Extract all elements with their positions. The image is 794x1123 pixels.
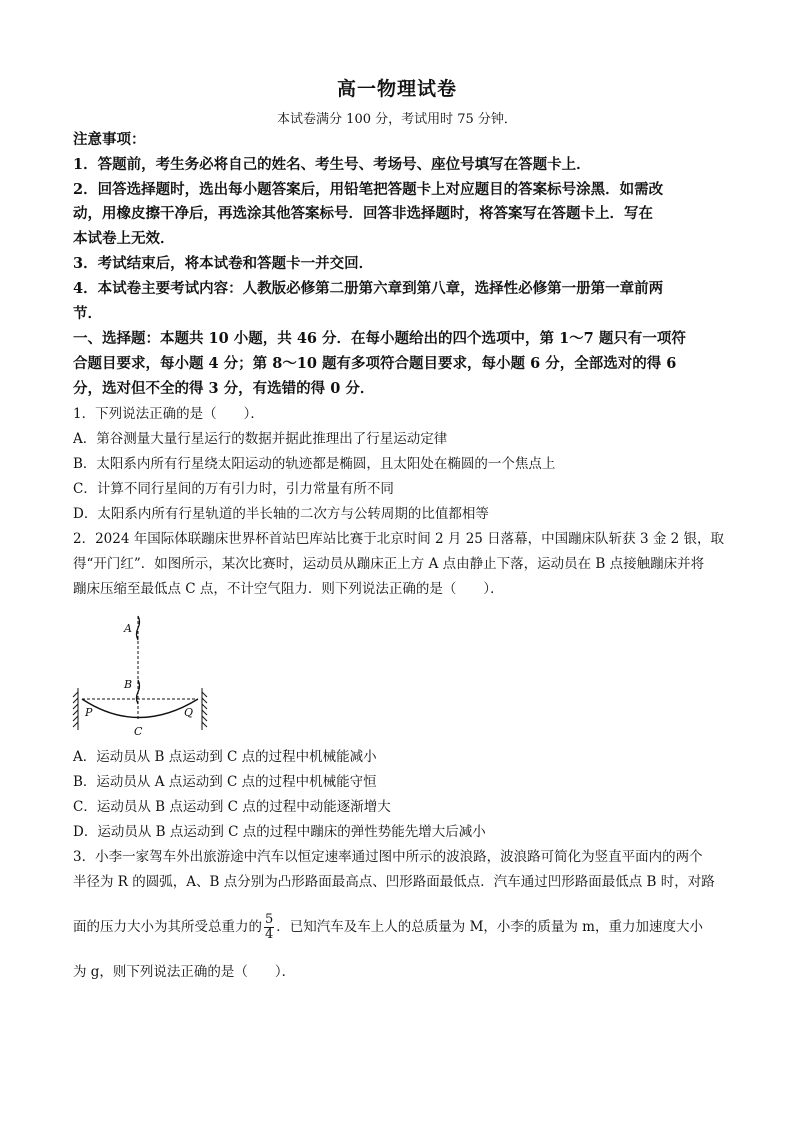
question-2-option-b: B．运动员从 A 点运动到 C 点的过程中机械能守恒 xyxy=(73,774,377,790)
question-2-option-c: C．运动员从 B 点运动到 C 点的过程中动能逐渐增大 xyxy=(73,799,391,815)
question-2-stem: 得“开门红”．如图所示，某次比赛时，运动员从蹦床正上方 A 点由静止下落，运动员在 B 点接触蹦床并将 xyxy=(73,556,705,572)
fraction-numerator: 5 xyxy=(265,912,274,927)
fraction xyxy=(264,913,274,942)
question-1-stem: 1．下列说法正确的是（ ）． xyxy=(73,406,264,422)
question-3-stem: 为 g，则下列说法正确的是（ ）． xyxy=(73,964,296,980)
exam-info: 本试卷满分 100 分，考试用时 75 分钟． xyxy=(277,112,517,127)
note-line: 4．本试卷主要考试内容：人教版必修第二册第六章到第八章，选择性必修第一册第一章前两 xyxy=(73,280,664,297)
question-3-text: ．已知汽车及车上人的总质量为 M，小李的质量为 m，重力加速度大小 xyxy=(276,919,703,935)
question-3-stem: 3．小李一家驾车外出旅游途中汽车以恒定速率通过图中所示的波浪路，波浪路可简化为竖直平面内的两个 xyxy=(73,849,703,865)
question-3-stem: 半径为 R 的圆弧，A、B 点分别为凸形路面最高点、凹形路面最低点．汽车通过凹形路面最低点 B 时，对路 xyxy=(73,874,715,890)
question-2-option-d: D．运动员从 B 点运动到 C 点的过程中蹦床的弹性势能先增大后减小 xyxy=(73,824,486,840)
question-3-stem xyxy=(73,910,723,944)
question-1-option-d: D．太阳系内所有行星轨道的半长轴的二次方与公转周期的比值都相等 xyxy=(73,506,489,522)
label-c: C xyxy=(134,725,143,738)
question-1-option-c: C．计算不同行星间的万有引力时，引力常量有所不同 xyxy=(73,481,394,497)
note-line: 动，用橡皮擦干净后，再选涂其他答案标号．回答非选择题时，将答案写在答题卡上．写在 xyxy=(73,205,653,222)
question-2-stem: 2．2024 年国际体联蹦床世界杯首站巴库站比赛于北京时间 2 月 25 日落幕，中国蹦床队斩获 3 金 2 银，取 xyxy=(73,531,725,547)
label-b: B xyxy=(124,678,133,691)
label-a: A xyxy=(124,622,132,635)
section-heading: 一、选择题：本题共 10 小题，共 46 分．在每小题给出的四个选项中，第 1～7 题只有一项符 xyxy=(73,330,686,347)
note-line: 本试卷上无效． xyxy=(73,230,175,247)
question-3-text: 面的压力大小为其所受总重力的 xyxy=(73,919,262,935)
question-2-option-a: A．运动员从 B 点运动到 C 点的过程中机械能减小 xyxy=(73,749,377,765)
page-title: 高一物理试卷 xyxy=(336,78,457,100)
question-1-option-a: A．第谷测量大量行星运行的数据并据此推理出了行星运动定律 xyxy=(73,431,448,447)
question-1-option-b: B．太阳系内所有行星绕太阳运动的轨迹都是椭圆，且太阳处在椭圆的一个焦点上 xyxy=(73,456,556,472)
note-line: 1．答题前，考生务必将自己的姓名、考生号、考场号、座位号填写在答题卡上． xyxy=(73,156,591,173)
section-heading: 合题目要求，每小题 4 分；第 8～10 题有多项符合题目要求，每小题 6 分，全部选对的得 6 xyxy=(73,355,677,372)
question-2-stem: 蹦床压缩至最低点 C 点，不计空气阻力．则下列说法正确的是（ ）． xyxy=(73,581,504,597)
fraction-denominator: 4 xyxy=(265,927,274,942)
note-line: 节． xyxy=(73,305,102,322)
notes-heading: 注意事项： xyxy=(73,131,146,148)
label-p: P xyxy=(85,706,93,719)
section-heading: 分，选对但不全的得 3 分，有选错的得 0 分． xyxy=(73,380,375,397)
note-line: 2．回答选择题时，选出每小题答案后，用铅笔把答题卡上对应题目的答案标号涂黑．如需改 xyxy=(73,181,664,198)
trampoline-figure xyxy=(72,608,212,738)
label-q: Q xyxy=(184,706,194,719)
note-line: 3．考试结束后，将本试卷和答题卡一并交回． xyxy=(73,255,374,272)
